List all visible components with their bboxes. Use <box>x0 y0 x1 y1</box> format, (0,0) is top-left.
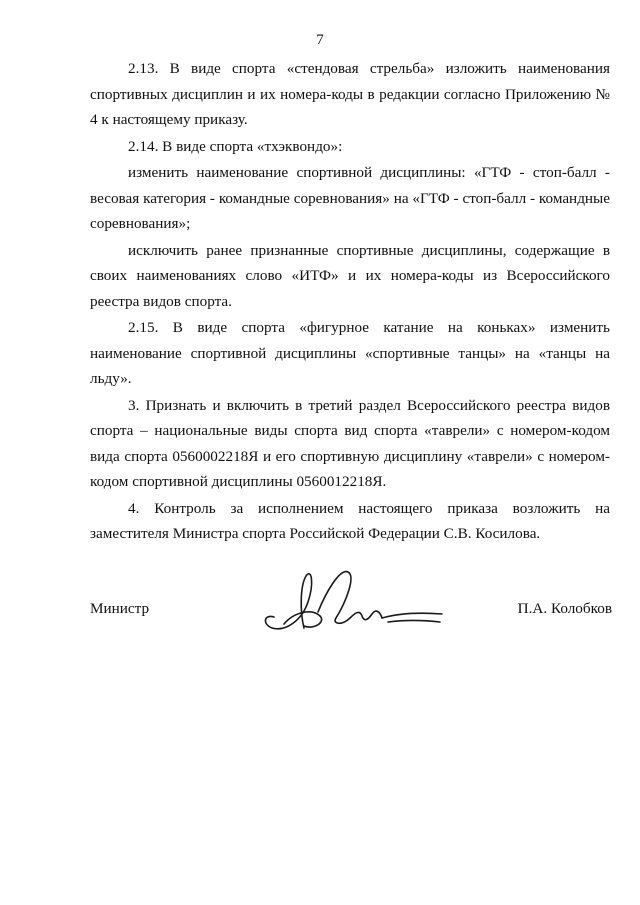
handwritten-signature <box>256 562 446 642</box>
paragraph-2-14-change: изменить наименование спортивной дисциплины: «ГТФ - стоп-балл - весовая категория - командные соревнования» на «ГТФ - стоп-балл - командные соревнования»; <box>90 164 610 232</box>
paragraph-2-14-exclude: исключить ранее признанные спортивные дисциплины, содержащие в своих наименованиях слово «ИТФ» и их номера-коды из Всероссийского реестра видов спорта. <box>90 241 610 310</box>
paragraph-3: 3. Признать и включить в третий раздел Всероссийского реестра видов спорта – национальные виды спорта вид спорта «таврели» с номером-кодом вида спорта 0560002218Я и его спортивную дисциплину «таврели» с номером-кодом спортивной дисциплины 0560012218Я. <box>90 396 610 490</box>
paragraph-4: 4. Контроль за исполнением настоящего приказа возложить на заместителя Министра спорта Российской Федерации С.В. Косилова. <box>90 499 610 542</box>
signature-block <box>90 592 612 642</box>
paragraph-2-13: 2.13. В виде спорта «стендовая стрельба» изложить наименования спортивных дисциплин и их номера-коды в редакции согласно Приложению № 4 к настоящему приказу. <box>90 60 610 128</box>
signer-name: П.А. Колобков <box>517 600 612 617</box>
document-body <box>90 56 610 548</box>
paragraph-2-14: 2.14. В виде спорта «тхэквондо»: <box>128 137 343 155</box>
paragraph-2-15: 2.15. В виде спорта «фигурное катание на коньках» изменить наименование спортивной дисциплины «спортивные танцы» на «танцы на льду». <box>90 319 610 387</box>
position-title: Министр <box>90 600 150 617</box>
page-number: 7 <box>316 32 324 48</box>
